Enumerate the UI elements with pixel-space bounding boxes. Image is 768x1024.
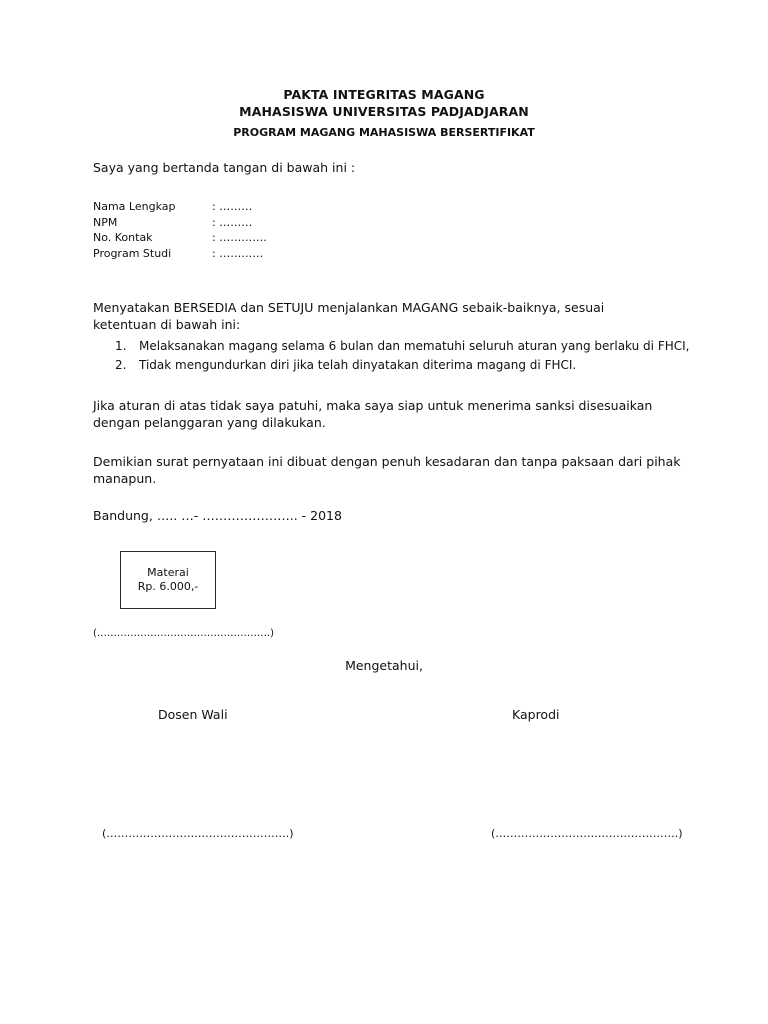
closing-text: Demikian surat pernyataan ini dibuat dengan penuh kesadaran dan tanpa paksaan dari pihak manapun.: [93, 454, 681, 486]
statement-text: Menyatakan BERSEDIA dan SETUJU menjalankan MAGANG sebaik-baiknya, sesuai ketentuan di bawah ini:: [93, 300, 605, 332]
field-value: : …………: [212, 246, 264, 260]
subtitle: PROGRAM MAGANG MAHASISWA BERSERTIFIKAT: [233, 126, 535, 139]
field-label: NPM: [93, 215, 118, 229]
materai-label: Materai: [147, 566, 189, 579]
field-row-nama: [93, 199, 267, 215]
materai-stamp-box: [120, 551, 216, 609]
field-row-npm: [93, 215, 267, 231]
field-value: : ………: [212, 215, 253, 229]
field-label: No. Kontak: [93, 231, 153, 244]
title-line-1: PAKTA INTEGRITAS MAGANG: [283, 87, 485, 102]
field-label: Program Studi: [93, 246, 172, 260]
identity-fields: [93, 199, 267, 261]
list-number: 2.: [115, 357, 127, 372]
sanksi-text: Jika aturan di atas tidak saya patuhi, maka saya siap untuk menerima sanksi disesuaikan dengan pelanggaran yang dilakukan.: [93, 398, 653, 430]
field-value: : ………: [212, 200, 253, 213]
field-label: Nama Lengkap: [93, 200, 176, 213]
terms-list: [115, 338, 689, 375]
materai-value: Rp. 6.000,-: [137, 580, 199, 593]
list-item: [115, 357, 689, 375]
kaprodi-signature-line: (……………………….………………….): [491, 827, 683, 840]
list-text: Melaksanakan magang selama 6 bulan dan mematuhi seluruh aturan yang berlaku di FHCI,: [139, 339, 690, 353]
field-row-kontak: [93, 230, 267, 246]
place-date: Bandung, ….. …- ………………….. - 2018: [93, 508, 342, 523]
field-row-prodi: [93, 246, 267, 262]
list-item: [115, 338, 689, 356]
student-signature-line: (…………………………………………….): [93, 628, 274, 639]
kaprodi-label: Kaprodi: [512, 707, 560, 722]
intro-text: Saya yang bertanda tangan di bawah ini :: [93, 160, 356, 175]
document-header: [0, 86, 768, 140]
dosen-wali-label: Dosen Wali: [158, 707, 228, 722]
title-line-2: MAHASISWA UNIVERSITAS PADJADJARAN: [239, 104, 529, 119]
list-text: Tidak mengundurkan diri jika telah dinyatakan diterima magang di FHCI.: [139, 357, 577, 372]
acknowledged-label: Mengetahui,: [345, 658, 423, 673]
dosen-signature-line: (…………………….…………………….): [102, 827, 294, 840]
list-number: 1.: [115, 339, 127, 353]
field-value: : ………….: [212, 231, 267, 244]
